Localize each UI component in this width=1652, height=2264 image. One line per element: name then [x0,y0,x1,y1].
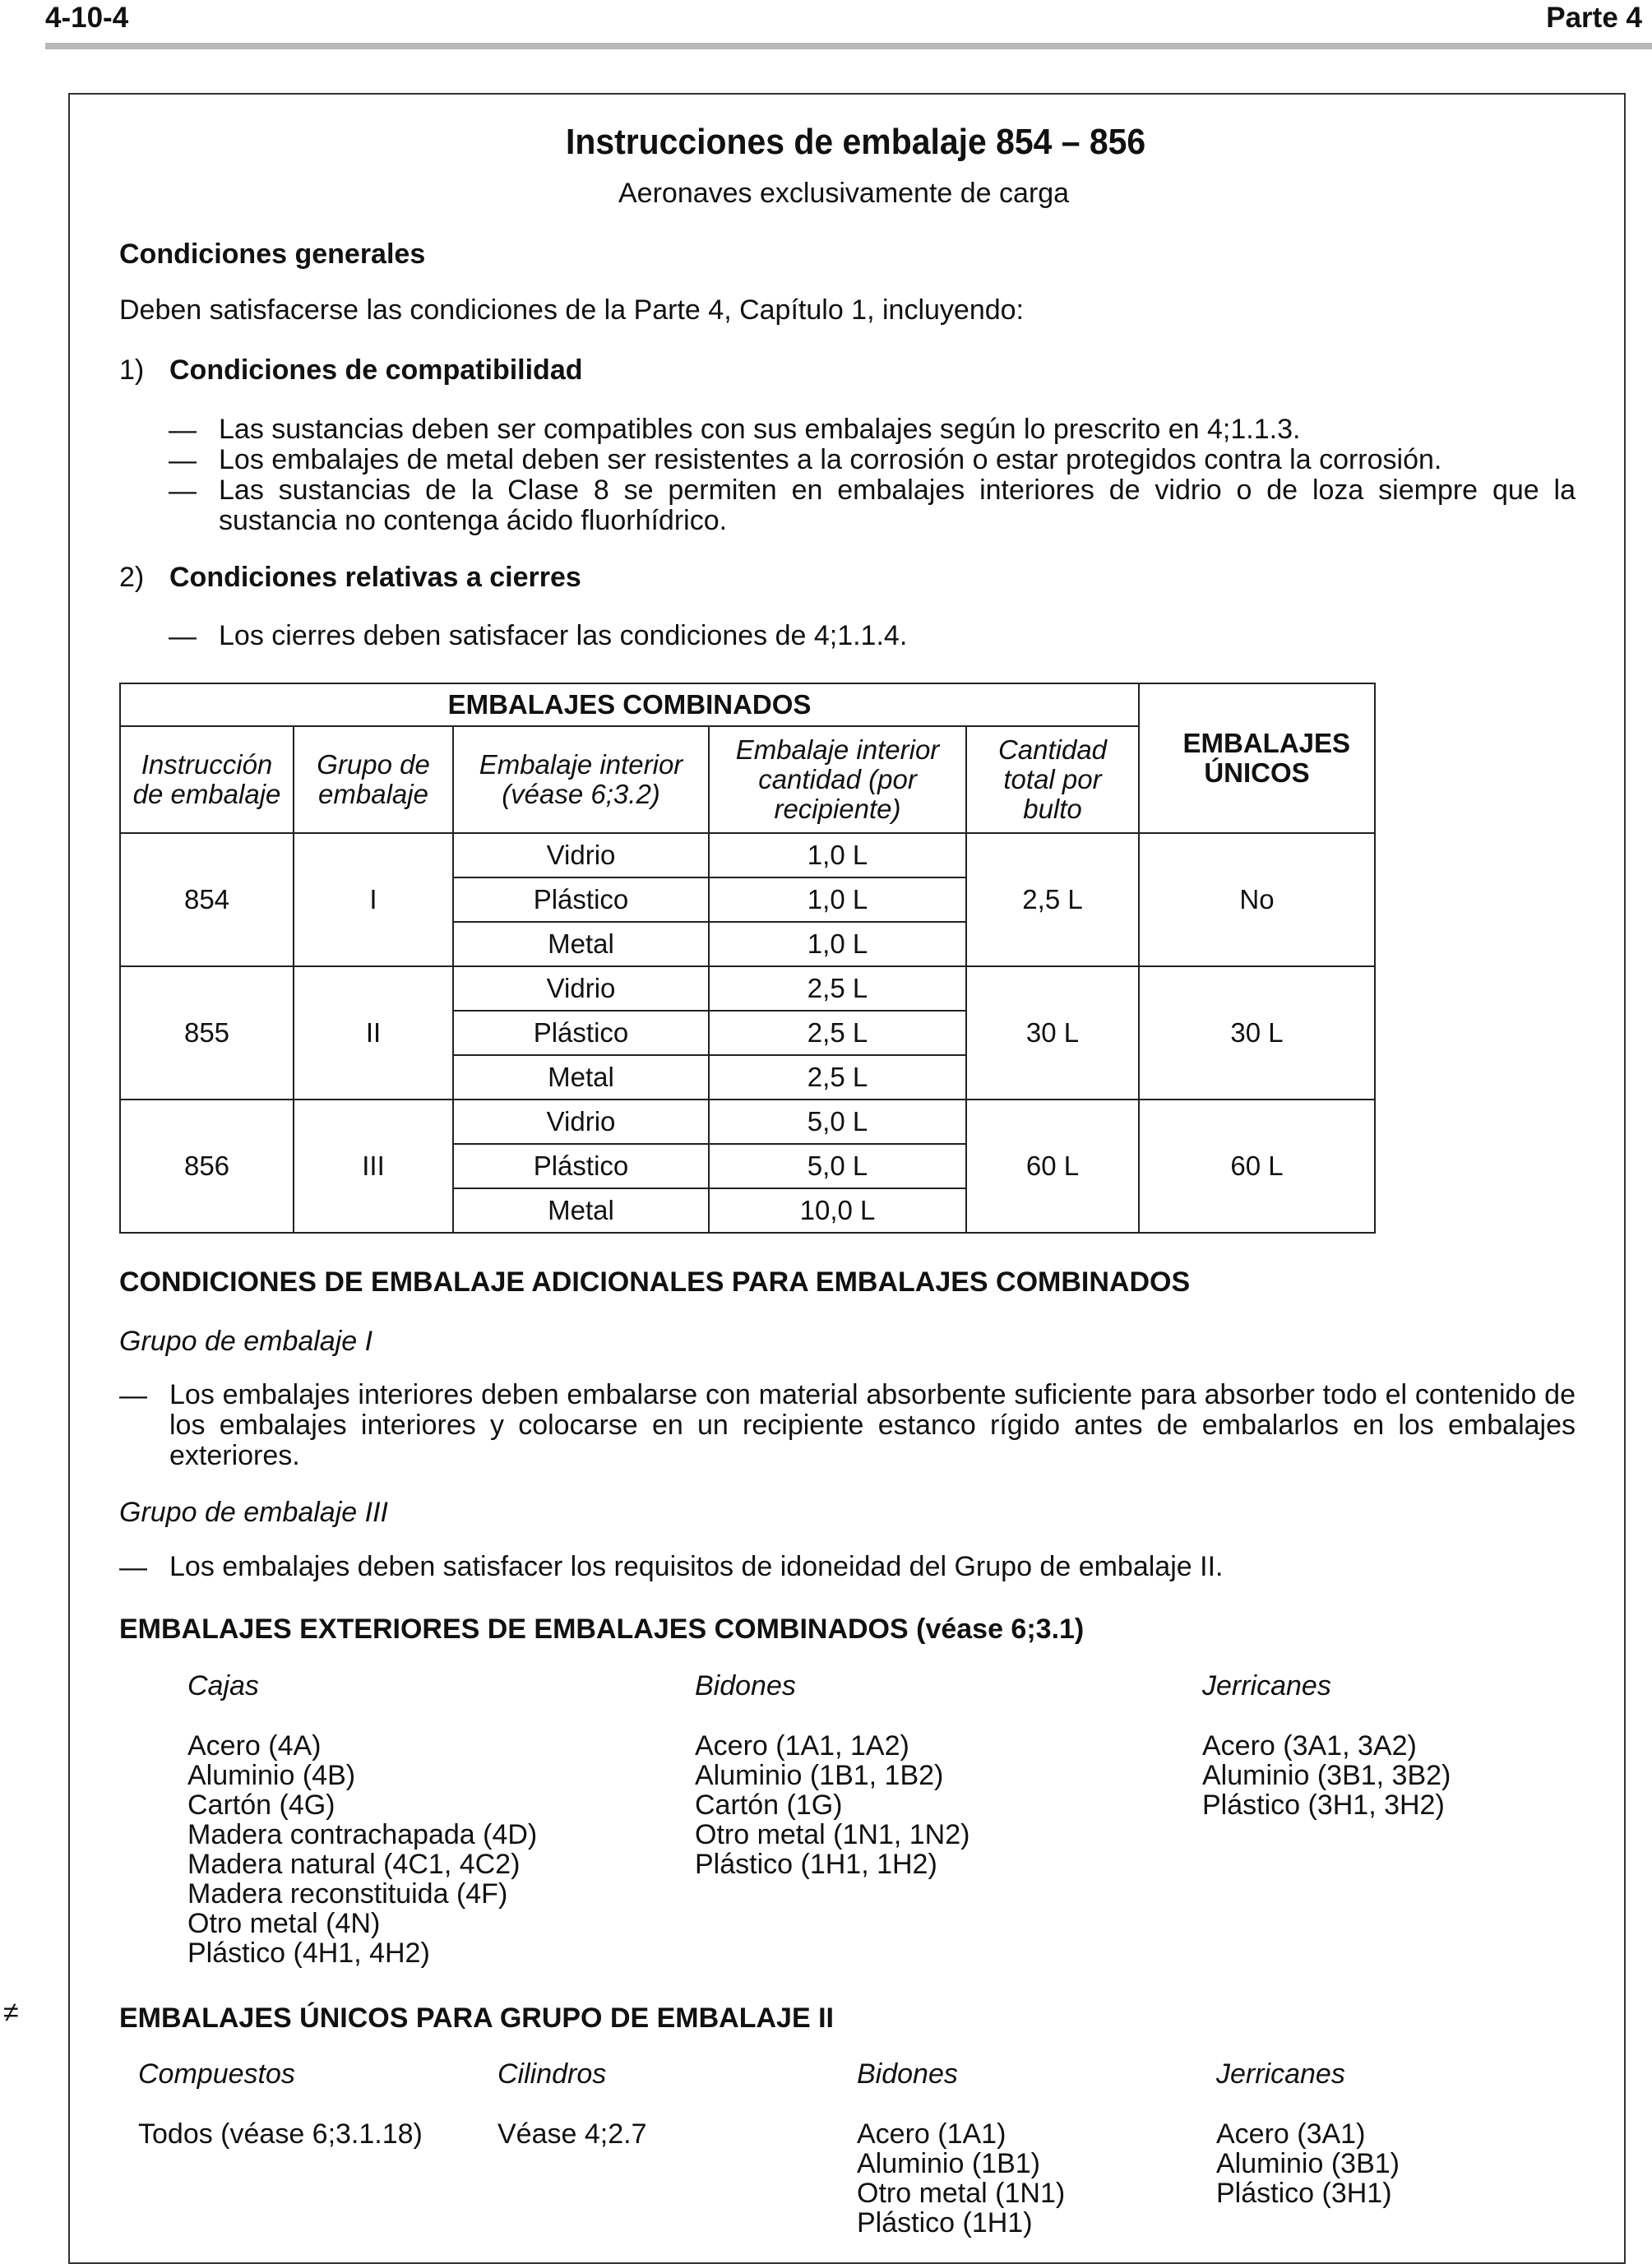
list-item: Aluminio (3B1) [1216,2148,1400,2179]
inner-qty-cell: 1,0 L [709,922,966,966]
closure-item-1: Los cierres deben satisfacer las condiciones de 4;1.1.4. [219,620,908,651]
list-item: Plástico (1H1, 1H2) [695,1849,937,1880]
column-title: Cajas [187,1670,259,1701]
column-title: Bidones [857,2058,958,2090]
group3-heading: Grupo de embalaje III [119,1497,388,1528]
section1-title: Condiciones de compatibilidad [169,354,583,386]
header-rule [45,43,1652,49]
column-title: Bidones [695,1670,796,1701]
inner-cell: Vidrio [453,1100,709,1144]
part-label: Parte 4 [1546,2,1642,34]
inner-qty-cell: 1,0 L [709,877,966,922]
page-number: 4-10-4 [45,2,129,34]
page-header [45,0,1652,37]
inner-cell: Plástico [453,1144,709,1188]
inner-cell: Metal [453,1055,709,1100]
list-item: Cartón (4G) [187,1789,335,1821]
column-title: Cilindros [497,2058,607,2090]
single-column-drums [857,2059,1065,2238]
column-title: Jerricanes [1216,2058,1345,2090]
list-item: Madera reconstituida (4F) [187,1878,508,1910]
inner-cell: Metal [453,1188,709,1233]
group-cell: III [294,1100,453,1233]
list-item: Acero (3A1, 3A2) [1202,1730,1417,1762]
instruction-cell: 854 [120,833,294,966]
list-item: Aluminio (4B) [187,1760,356,1791]
single-cell: No [1139,833,1375,966]
list-item: Madera contrachapada (4D) [187,1819,538,1850]
single-heading: EMBALAJES ÚNICOS PARA GRUPO DE EMBALAJE II [119,2002,834,2034]
list-item: Plástico (3H1, 3H2) [1202,1789,1445,1821]
list-item: Madera natural (4C1, 4C2) [187,1849,521,1880]
compat-item-1: Las sustancias deben ser compatibles con sus embalajes según lo prescrito en 4;1.1.3. [219,414,1301,445]
single-column-jerricans [1216,2059,1400,2208]
column-title: Compuestos [138,2058,295,2090]
outer-heading: EMBALAJES EXTERIORES DE EMBALAJES COMBINADOS (véase 6;3.1) [119,1614,1085,1645]
list-item: Otro metal (4N) [187,1908,381,1939]
compat-item-3: Las sustancias de la Clase 8 se permiten en embalajes interiores de vidrio o de loza siempre que la sustancia no contenga ácido fluorhídrico. [219,475,1576,536]
inner-cell: Plástico [453,877,709,922]
compat-item-2: Los embalajes de metal deben ser resistentes a la corrosión o estar protegidos contra la corrosión. [219,444,1442,475]
outer-column-drums [695,1671,969,1879]
dash: — [169,445,197,476]
packing-instruction-table [119,683,1376,1234]
single-header: EMBALAJES ÚNICOS [1139,683,1375,833]
general-heading: Condiciones generales [119,238,426,270]
single-column-cylinders [497,2059,646,2149]
inner-qty-cell: 2,5 L [709,1011,966,1055]
inner-qty-cell: 1,0 L [709,833,966,877]
additional-heading: CONDICIONES DE EMBALAJE ADICIONALES PARA EMBALAJES COMBINADOS [119,1266,1191,1298]
list-item: Acero (3A1) [1216,2118,1366,2150]
group3-item: Los embalajes deben satisfacer los requisitos de idoneidad del Grupo de embalaje II. [169,1551,1224,1582]
section2-title: Condiciones relativas a cierres [169,562,581,593]
change-mark: ≠ [3,1997,19,2028]
list-item: Aluminio (1B1) [857,2148,1040,2179]
dash: — [169,621,197,652]
instruction-cell: 856 [120,1100,294,1233]
page-title: Instrucciones de embalaje 854 – 856 [566,122,1146,162]
list-item: Véase 4;2.7 [497,2118,647,2150]
list-item: Cartón (1G) [695,1789,843,1821]
single-column-composites [138,2059,423,2149]
list-item: Otro metal (1N1, 1N2) [695,1819,970,1850]
dash: — [119,1380,147,1411]
dash: — [169,414,197,446]
combined-header: EMBALAJES COMBINADOS [120,683,1139,726]
total-cell: 2,5 L [966,833,1139,966]
col-instruction: Instrucción de embalaje [120,726,294,833]
list-item: Acero (1A1) [857,2118,1006,2150]
instruction-cell: 855 [120,966,294,1100]
col-group: Grupo de embalaje [294,726,453,833]
group1-item: Los embalajes interiores deben embalarse con material absorbente suficiente para absorber todo el contenido de los embalajes interiores y colocarse en un recipiente estanco rígido antes de embalarlos en los embalajes exteriores. [169,1379,1576,1471]
list-item: Plástico (3H1) [1216,2178,1392,2209]
page-subtitle: Aeronaves exclusivamente de carga [618,178,1070,209]
list-item: Plástico (4H1, 4H2) [187,1938,430,1969]
inner-qty-cell: 5,0 L [709,1100,966,1144]
outer-column-jerricans [1202,1671,1451,1820]
group1-heading: Grupo de embalaje I [119,1326,373,1357]
inner-cell: Vidrio [453,966,709,1011]
inner-qty-cell: 10,0 L [709,1188,966,1233]
list-item: Todos (véase 6;3.1.18) [138,2118,423,2150]
inner-qty-cell: 2,5 L [709,1055,966,1100]
single-cell: 60 L [1139,1100,1375,1233]
col-total: Cantidad total por bulto [966,726,1139,833]
single-cell: 30 L [1139,966,1375,1100]
section2-number: 2) [119,562,145,593]
inner-qty-cell: 5,0 L [709,1144,966,1188]
total-cell: 30 L [966,966,1139,1100]
dash: — [119,1552,147,1583]
list-item: Acero (4A) [187,1730,322,1762]
inner-qty-cell: 2,5 L [709,966,966,1011]
col-inner-qty: Embalaje interior cantidad (por recipiente) [709,726,966,833]
column-title: Jerricanes [1202,1670,1331,1701]
list-item: Otro metal (1N1) [857,2178,1066,2209]
list-item: Aluminio (3B1, 3B2) [1202,1760,1451,1791]
dash: — [169,475,197,507]
list-item: Aluminio (1B1, 1B2) [695,1760,944,1791]
inner-cell: Plástico [453,1011,709,1055]
section1-number: 1) [119,354,145,386]
col-inner: Embalaje interior (véase 6;3.2) [453,726,709,833]
total-cell: 60 L [966,1100,1139,1233]
list-item: Plástico (1H1) [857,2207,1033,2239]
inner-cell: Metal [453,922,709,966]
group-cell: II [294,966,453,1100]
outer-column-boxes [187,1671,537,1968]
group-cell: I [294,833,453,966]
general-intro: Deben satisfacerse las condiciones de la Parte 4, Capítulo 1, incluyendo: [119,294,1024,326]
list-item: Acero (1A1, 1A2) [695,1730,909,1762]
inner-cell: Vidrio [453,833,709,877]
